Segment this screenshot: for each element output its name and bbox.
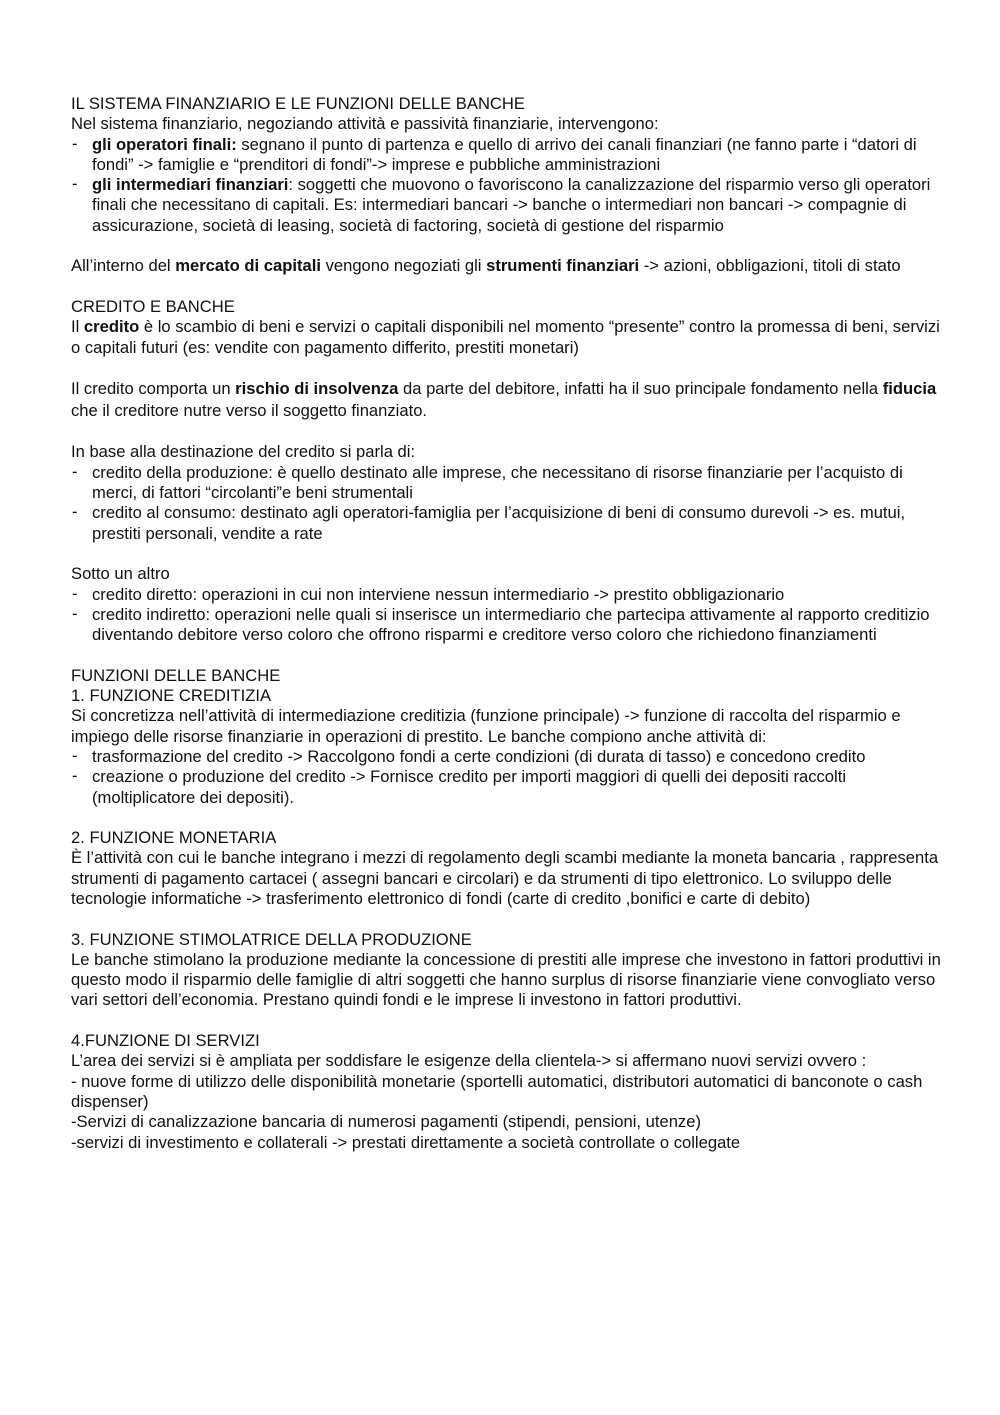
operators-list [71,135,941,236]
creditizia-paragraph: Si concretizza nell’attività di intermediazione creditizia (funzione principale) -> funzione di raccolta del risparmio e impiego delle risorse finanziarie in operazioni di prestito. Le banche compiono anche attività di: [71,706,901,746]
bold-term: gli intermediari finanziari [92,175,289,195]
bold-term: rischio di insolvenza [235,379,399,399]
bold-term: strumenti finanziari [486,256,640,276]
other-intro: Sotto un altro [71,564,170,584]
creditizia-list [71,747,941,808]
list-item [71,135,941,176]
text-run: che il creditore nutre verso il soggetto finanziato. [71,401,428,421]
list-item: - credito al consumo: destinato agli operatori-famiglia per l’acquisizione di beni di consumo durevoli -> es. mutui, prestiti personali, vendite a rate [71,503,941,544]
text-run: Il credito comporta un [71,379,236,399]
item-text: : soggetti che muovono o favoriscono la canalizzazione del risparmio verso gli operatori finali che necessitano di capitali. Es: intermediari bancari -> banche o intermediari non bancari -> compagnie di assicurazione, società di leasing, società di factoring, società di gestione del risparmio [92,175,931,235]
list-item: - creazione o produzione del credito -> Fornisce credito per importi maggiori di quelli dei depositi raccolti (moltiplicatore dei depositi). [71,767,941,808]
subsection-title-creditizia: 1. FUNZIONE CREDITIZIA [71,686,272,706]
subsection-title-monetaria: 2. FUNZIONE MONETARIA [71,828,277,848]
bold-term: credito [83,317,140,337]
text-run: -> azioni, obbligazioni, titoli di stato [639,256,901,276]
destination-list [71,463,941,544]
text-run: All’interno del [71,256,176,276]
subsection-title-servizi: 4.FUNZIONE DI SERVIZI [71,1031,260,1051]
list-item: - credito indiretto: operazioni nelle quali si inserisce un intermediario che partecipa attivamente al rapporto creditizio diventando debitore verso coloro che offrono risparmi e creditore verso coloro che richiedono finanziamenti [71,605,941,646]
section-title-credito-banche: CREDITO E BANCHE [71,296,235,316]
document-page [71,94,941,1153]
intro-paragraph: Nel sistema finanziario, negoziando attività e passività finanziarie, intervengono: [71,114,659,134]
list-item: - credito della produzione: è quello destinato alle imprese, che necessitano di risorse finanziarie per l’acquisto di merci, di fattori “circolanti”e beni strumentali [71,463,941,504]
monetaria-paragraph: È l’attività con cui le banche integrano i mezzi di regolamento degli scambi mediante la moneta bancaria , rappresenta strumenti di pagamento cartacei ( assegni bancari e circolari) e da strumenti di tipo elettronico. Lo sviluppo delle tecnologie informatiche -> trasferimento elettronico di fondi (carte di credito ,bonifici e carte di debito) [71,848,939,908]
market-paragraph [71,256,941,276]
bold-term: gli operatori finali: [92,134,237,154]
text-run: da parte del debitore, infatti ha il suo principale fondamento nella [398,379,883,399]
credit-risk-paragraph [71,378,941,422]
text-run: è lo scambio di beni e servizi o capitali disponibili nel momento “presente” contro la promessa di beni, servizi o capitali futuri (es: vendite con pagamento differito, prestiti monetari) [71,317,940,357]
servizi-line: - nuove forme di utilizzo delle disponibilità monetarie (sportelli automatici, distributori automatici di banconote o cash dispenser) [71,1071,923,1111]
destination-intro: In base alla destinazione del credito si parla di: [71,442,416,462]
bold-term: mercato di capitali [175,256,321,276]
section-title-sistema-finanziario: IL SISTEMA FINANZIARIO E LE FUNZIONI DELLE BANCHE [71,94,525,113]
credit-definition [71,317,941,358]
other-list [71,585,941,646]
stimolatrice-paragraph: Le banche stimolano la produzione mediante la concessione di prestiti alle imprese che investono in fattori produttivi in questo modo il risparmio delle famiglie di altri soggetti che hanno surplus di risorse finanziarie viene convogliato verso vari settori dell’economia. Prestano quindi fondi e le imprese li investono in fattori produttivi. [71,949,941,1010]
list-item: - trasformazione del credito -> Raccolgono fondi a certe condizioni (di durata di tasso) e concedono credito [71,747,941,767]
section-title-funzioni-banche: FUNZIONI DELLE BANCHE [71,665,281,685]
servizi-paragraph: L’area dei servizi si è ampliata per soddisfare le esigenze della clientela-> si affermano nuovi servizi ovvero : [71,1051,867,1071]
servizi-line: -servizi di investimento e collaterali -> prestati direttamente a società controllate o collegate [71,1132,741,1152]
servizi-line: -Servizi di canalizzazione bancaria di numerosi pagamenti (stipendi, pensioni, utenze) [71,1112,701,1132]
text-run: Il [71,317,84,337]
item-text: segnano il punto di partenza e quello di arrivo dei canali finanziari (ne fanno parte i “datori di fondi” -> famiglie e “prenditori di fondi”-> imprese e pubbliche amministrazioni [92,134,917,174]
list-item [71,175,941,236]
text-run: vengono negoziati gli [320,256,487,276]
bold-term: fiducia [882,379,937,399]
subsection-title-stimolatrice: 3. FUNZIONE STIMOLATRICE DELLA PRODUZIONE [71,929,472,949]
list-item: - credito diretto: operazioni in cui non interviene nessun intermediario -> prestito obbligazionario [71,585,941,605]
